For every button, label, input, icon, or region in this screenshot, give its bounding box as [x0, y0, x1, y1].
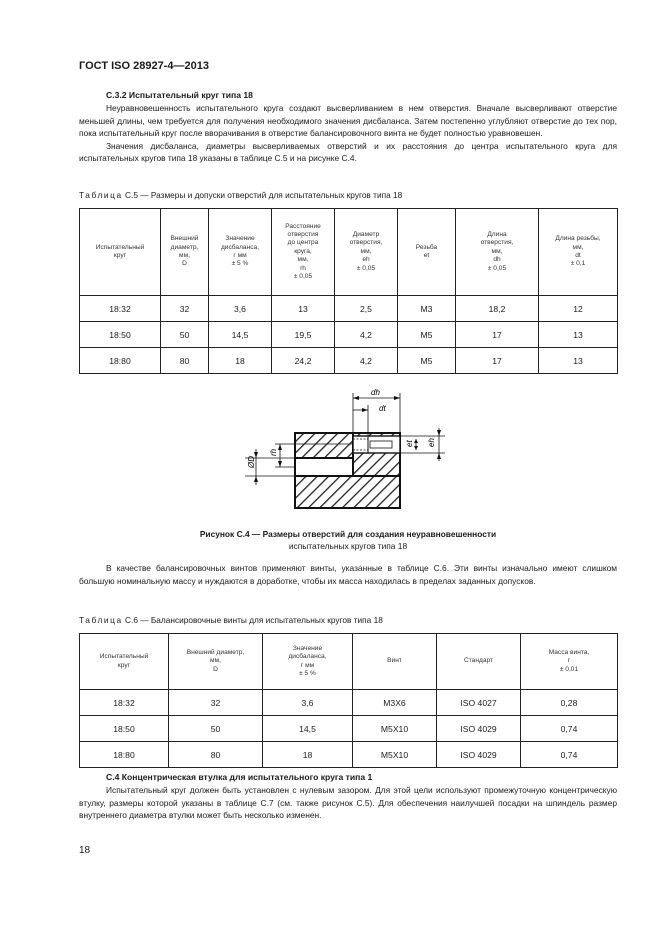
section-c32-paragraph-1: Неуравновешенность испытательного круга создают высверливанием в нем отверстия. Вначале высверливают отверстие меньшей длины, чем требуется для получения необходимого значения дисбаланса. Затем постепенно углубляют отверстие до тех пор, пока испытательный круг после вворачивания в отверстие балансировочного винта не будет полностью уравновешен. — [79, 103, 617, 139]
section-c32-title: С.3.2 Испытательный круг типа 18 — [106, 90, 253, 100]
section-c4-paragraph-1: Испытательный круг должен быть установлен с нулевым зазором. Для этой цели используют промежуточную концентрическую втулку, размеры которой указаны в таблице С.7 (см. также рисунок С.5). Для обеспечения наилучшей посадки на шпиндель размер внутреннего диаметра втулки может быть несколько изменен. — [79, 785, 617, 821]
header-line: до центра — [287, 239, 319, 247]
header-line: rh — [300, 264, 306, 272]
table-cell: 0,28 — [521, 690, 618, 716]
table-cell: ISO 4029 — [437, 742, 521, 768]
arrow-eh-top — [437, 430, 441, 436]
arrow-eh-bottom — [437, 453, 441, 459]
label-eh: eh — [427, 438, 436, 447]
table-cell: 18,2 — [456, 296, 539, 322]
table-cell: 32 — [161, 296, 209, 322]
label-rh: rh — [269, 448, 278, 456]
header-cell — [169, 634, 263, 690]
header-line: ± 0,01 — [559, 665, 579, 673]
table-cell: 14,5 — [209, 322, 272, 348]
header-line: ± 5 % — [299, 669, 316, 677]
header-line: диаметр, — [170, 243, 199, 251]
header-cell — [161, 209, 209, 296]
table-row — [80, 348, 618, 374]
bore — [295, 458, 353, 476]
table-cell: 13 — [539, 348, 618, 374]
table-cell: 80 — [161, 348, 209, 374]
arrow-rh-bottom — [278, 461, 282, 467]
table-cell: ISO 4027 — [437, 690, 521, 716]
header-line: Стандарт — [463, 657, 494, 665]
table-cell: M5 — [398, 322, 456, 348]
table-cell: 50 — [169, 716, 263, 742]
header-line: дисбаланса, — [220, 243, 260, 251]
table-cell: 0,74 — [521, 742, 618, 768]
header-cell — [539, 209, 618, 296]
header-line: ± 0,05 — [487, 264, 507, 272]
header-line: ± 5 % — [231, 260, 249, 268]
header-line: ± 0,05 — [356, 264, 376, 272]
table-cell: ISO 4029 — [437, 716, 521, 742]
header-line: мм, — [572, 243, 584, 251]
arrow-et-bottom — [414, 446, 418, 450]
table-cell: 80 — [169, 742, 263, 768]
arrow-rh-top — [278, 444, 282, 450]
header-line: ± 0,1 — [570, 260, 586, 268]
header-line: мм, — [179, 252, 190, 259]
table-cell: 17 — [456, 322, 539, 348]
table-cell: M3 — [398, 296, 456, 322]
header-cell — [80, 634, 169, 690]
table-row — [80, 742, 618, 768]
table-cell: 32 — [169, 690, 263, 716]
figure-c4-caption — [79, 528, 617, 552]
table-c6-caption-label: Таблица — [79, 615, 123, 625]
table-c5-caption — [79, 190, 617, 200]
table-cell: 18:80 — [80, 348, 161, 374]
header-line: Значение — [225, 235, 255, 243]
table-cell: 18:32 — [80, 690, 169, 716]
para-after-figure — [79, 562, 617, 587]
table-cell: 18 — [263, 742, 353, 768]
table-row — [80, 322, 618, 348]
table-cell: 12 — [539, 296, 618, 322]
header-line: круг — [117, 661, 131, 669]
figure-c4-caption-line1: Рисунок С.4 — Размеры отверстий для создания неуравновешенности — [199, 529, 497, 539]
table-row — [80, 296, 618, 322]
header-line: г мм — [300, 661, 315, 669]
header-line: г — [567, 657, 571, 665]
header-line: Испытательный — [99, 653, 149, 661]
label-et: et — [405, 440, 414, 447]
table-cell: 18:32 — [80, 296, 161, 322]
table-cell: 18 — [209, 348, 272, 374]
table-cell: M5X10 — [353, 742, 437, 768]
header-cell — [272, 209, 335, 296]
drilled-hole — [353, 436, 400, 453]
header-cell — [456, 209, 539, 296]
header-cell — [263, 634, 353, 690]
header-line: Длина резьбы, — [555, 235, 601, 243]
header-line: Диаметр — [352, 230, 380, 238]
header-line: г мм — [233, 252, 247, 259]
page-header: ГОСТ ISO 28927-4—2013 — [79, 60, 209, 72]
header-line: круга, — [294, 247, 312, 255]
table-cell: M5 — [398, 348, 456, 374]
header-cell — [521, 634, 618, 690]
table-cell: 2,5 — [335, 296, 398, 322]
table-row — [80, 716, 618, 742]
header-cell — [437, 634, 521, 690]
header-line: мм, — [297, 256, 309, 264]
table-cell: 50 — [161, 322, 209, 348]
header-cell — [209, 209, 272, 296]
table-cell: M5X10 — [353, 716, 437, 742]
figure-c4-caption-line2: испытательных кругов типа 18 — [288, 541, 408, 551]
label-dh: dh — [371, 388, 380, 397]
label-dt: dt — [379, 404, 386, 413]
header-cell — [335, 209, 398, 296]
table-c5-wrap — [79, 208, 617, 374]
section-c4 — [79, 772, 617, 822]
section-c32-paragraph-2: Значения дисбаланса, диаметры высверливаемых отверстий и их расстояния до центра испытательного круга для испытательных кругов типа 18 указаны в таблице С.5 и на рисунке С.4. — [79, 140, 617, 164]
table-c5-caption-label: Таблица — [79, 190, 123, 200]
header-line: Длина — [487, 230, 507, 238]
page-number: 18 — [79, 845, 91, 856]
header-line: et — [423, 252, 430, 259]
header-line: Расстояние — [285, 222, 321, 230]
table-c6-caption-text: С.6 — Балансировочные винты для испытательных кругов типа 18 — [125, 615, 383, 625]
arrow-d-bottom — [254, 476, 258, 482]
table-c6 — [79, 633, 618, 768]
header-line: мм, — [360, 247, 372, 255]
table-cell: 3,6 — [263, 690, 353, 716]
table-cell: M3X6 — [353, 690, 437, 716]
section-c32 — [79, 90, 617, 165]
table-cell: 17 — [456, 348, 539, 374]
arrow-et-top — [414, 439, 418, 443]
header-line: Внешний диаметр, — [186, 648, 245, 656]
header-line: Значение — [292, 644, 323, 652]
table-cell: 18:80 — [80, 742, 169, 768]
table-cell: 0,74 — [521, 716, 618, 742]
table-cell: 19,5 — [272, 322, 335, 348]
header-line: мм, — [491, 247, 503, 255]
arrow-dt — [362, 408, 368, 412]
header-cell — [398, 209, 456, 296]
balancing-screws-paragraph: В качестве балансировочных винтов применяют винты, указанные в таблице С.6. Эти винты изначально имеют слишком большую номинальную массу и нуждаются в доработке, чтобы их масса находилась в пределах заданных допусков. — [79, 563, 617, 586]
header-cell — [80, 209, 161, 296]
table-row — [80, 690, 618, 716]
table-c6-wrap — [79, 633, 617, 768]
table-cell: 3,6 — [209, 296, 272, 322]
header-line: ± 0,05 — [293, 273, 313, 281]
table-c5 — [79, 208, 618, 374]
header-line: Внешний — [170, 235, 199, 243]
section-lower-hatch — [295, 476, 400, 508]
header-line: Винт — [387, 657, 402, 665]
table-cell: 18:50 — [80, 716, 169, 742]
header-line: отверстия — [287, 230, 319, 238]
header-line: отверстия, — [349, 239, 383, 247]
table-cell: 18:50 — [80, 322, 161, 348]
arrow-dh-left — [353, 396, 359, 400]
header-line: мм, — [210, 657, 221, 665]
table-cell: 13 — [272, 296, 335, 322]
header-line: Испытательный — [95, 243, 145, 251]
header-line: отверстия, — [480, 239, 514, 247]
header-line: D — [213, 665, 218, 673]
label-d: ØD — [247, 456, 256, 468]
table-c6-caption — [79, 615, 617, 625]
table-cell: 13 — [539, 322, 618, 348]
header-line: Резьба — [415, 243, 438, 251]
table-cell: 4,2 — [335, 348, 398, 374]
section-c4-title: С.4 Концентрическая втулка для испытательного круга типа 1 — [106, 772, 373, 782]
table-c6-header-row — [80, 634, 618, 690]
arrow-dh-right — [394, 396, 400, 400]
figure-c4-drawing — [240, 383, 450, 513]
table-cell: 24,2 — [272, 348, 335, 374]
header-cell — [353, 634, 437, 690]
header-line: Масса винта, — [548, 648, 590, 656]
header-line: eh — [362, 256, 370, 264]
header-line: dt — [575, 252, 581, 259]
table-cell: 4,2 — [335, 322, 398, 348]
header-line: круг — [113, 252, 127, 259]
header-line: дисбаланса, — [288, 653, 327, 661]
table-c5-caption-text: С.5 — Размеры и допуски отверстий для испытательных кругов типа 18 — [125, 190, 403, 200]
header-line: D — [182, 260, 187, 268]
header-line: dh — [493, 256, 501, 264]
table-cell: 14,5 — [263, 716, 353, 742]
table-c5-header-row — [80, 209, 618, 296]
